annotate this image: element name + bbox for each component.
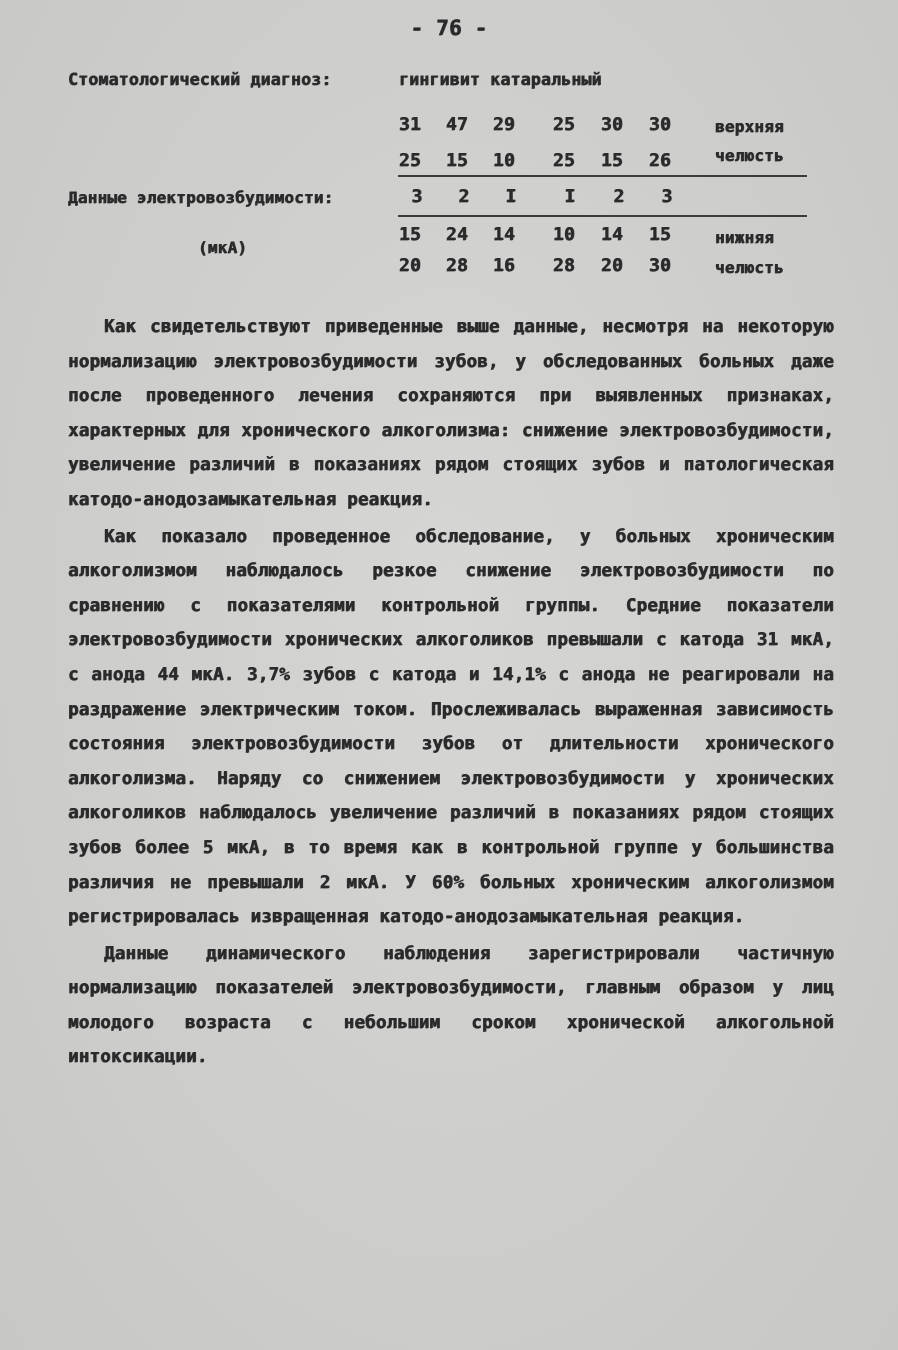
diagnosis-label: Стоматологический диагноз: xyxy=(68,70,332,89)
table-cell: 15 xyxy=(600,150,624,171)
upper-jaw-label-2: челюсть xyxy=(715,146,784,165)
tooth-number: 3 xyxy=(411,186,423,207)
tooth-number: 2 xyxy=(613,186,625,207)
table-cell: 16 xyxy=(492,255,516,276)
body-text xyxy=(68,310,834,1077)
table-cell: 26 xyxy=(648,150,672,171)
table-cell: 31 xyxy=(398,114,422,135)
table-cell: 24 xyxy=(445,224,469,245)
page-number: - 76 - xyxy=(410,16,488,40)
table-cell: 15 xyxy=(648,224,672,245)
table-cell: 29 xyxy=(492,114,516,135)
table-rule-bottom xyxy=(398,215,807,217)
tooth-number: 2 xyxy=(458,186,470,207)
table-cell: 20 xyxy=(600,255,624,276)
electro-table xyxy=(0,0,898,290)
table-cell: 47 xyxy=(445,114,469,135)
lower-jaw-label: нижняя xyxy=(715,228,774,247)
table-cell: 25 xyxy=(552,114,576,135)
paragraph: Как показало проведенное обследование, у больных хроническим алкоголизмом наблюдалось резкое снижение электровозбудимости по сравнению с показателями контрольной группы. Средние показатели электровозбудимости хронических алкоголиков превышали с катода 31 мкА, с анода 44 мкА. 3,7% зубов с катода и 14,1% с анода не реагировали на раздражение электрическим током. Прослеживалась выраженная зависимость состояния электровозбудимости зубов от длительности хронического алкоголизма. Наряду со снижением электровозбудимости у хронических алкоголиков наблюдалось увеличение различий в показаниях рядом стоящих зубов более 5 мкА, в то время как в контрольной группе у большинства различия не превышали 2 мкА. У 60% больных хроническим алкоголизмом регистрировалась извращенная катодо-анодозамыкательная реакция. xyxy=(68,526,834,928)
table-cell: 15 xyxy=(398,224,422,245)
diagnosis-value: гингивит катаральный xyxy=(399,70,602,89)
table-cell: 25 xyxy=(398,150,422,171)
table-cell: 25 xyxy=(552,150,576,171)
table-cell: 15 xyxy=(445,150,469,171)
tooth-number: 3 xyxy=(661,186,673,207)
table-cell: 30 xyxy=(648,255,672,276)
upper-jaw-label: верхняя xyxy=(715,117,784,136)
table-cell: 10 xyxy=(492,150,516,171)
tooth-number: I xyxy=(564,186,576,207)
electro-label: Данные электровозбудимости: xyxy=(68,188,334,207)
table-cell: 28 xyxy=(552,255,576,276)
table-cell: 30 xyxy=(648,114,672,135)
electro-unit: (мкА) xyxy=(198,238,248,257)
table-cell: 10 xyxy=(552,224,576,245)
table-rule-top xyxy=(398,175,807,177)
table-cell: 20 xyxy=(398,255,422,276)
table-cell: 28 xyxy=(445,255,469,276)
paragraph: Как свидетельствуют приведенные выше данные, несмотря на некоторую нормализацию электровозбудимости зубов, у обследованных больных даже после проведенного лечения сохраняются при выявленных признаках, характерных для хронического алкоголизма: снижение электровозбудимости, увеличение различий в показаниях рядом стоящих зубов и патологическая катодо-анодозамыкательная реакция. xyxy=(68,317,834,510)
lower-jaw-label-2: челюсть xyxy=(715,258,784,277)
table-cell: 14 xyxy=(600,224,624,245)
table-cell: 30 xyxy=(600,114,624,135)
paragraph: Данные динамического наблюдения зарегистрировали частичную нормализацию показателей электровозбудимости, главным образом у лиц молодого возраста с небольшим сроком хронической алкогольной интоксикации. xyxy=(68,943,834,1068)
table-cell: 14 xyxy=(492,224,516,245)
tooth-number: I xyxy=(505,186,517,207)
